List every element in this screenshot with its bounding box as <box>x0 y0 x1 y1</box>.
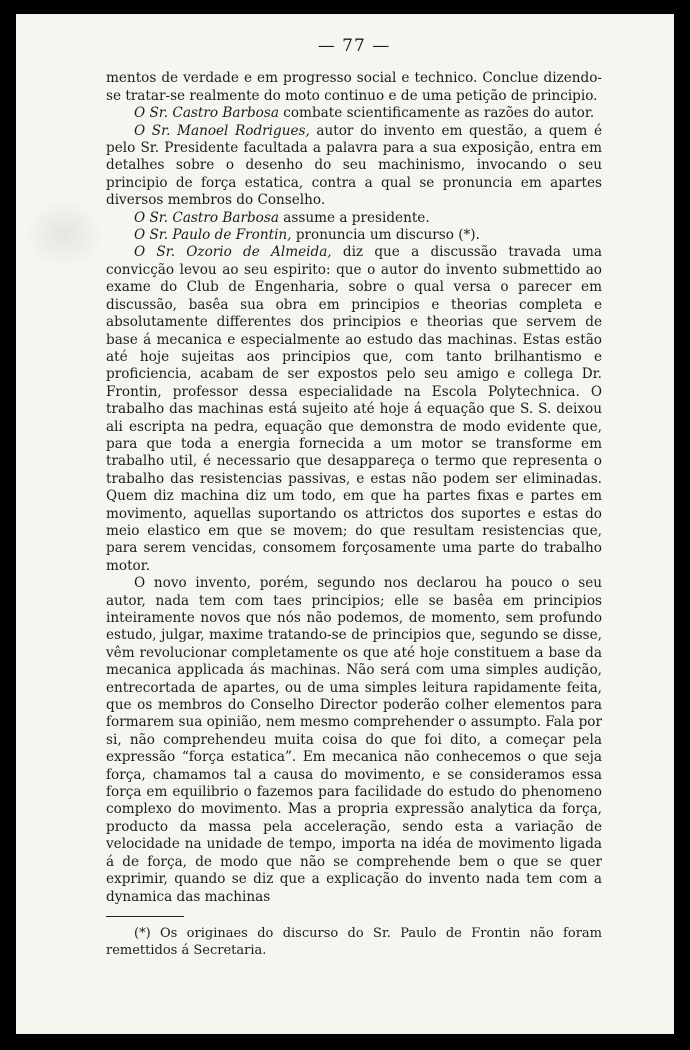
speaker-name: O Sr. Castro Barbosa <box>134 105 279 122</box>
paragraph-text: assume a presidente. <box>278 209 430 226</box>
page-content <box>106 38 602 959</box>
paragraph-text: pronuncia um discurso (*). <box>291 227 480 244</box>
page-number: — 77 — <box>317 36 391 56</box>
paragraph-3 <box>106 123 602 210</box>
paper-smudge <box>24 199 104 269</box>
footnote <box>106 925 602 959</box>
speaker-name: O Sr. Castro Barbosa <box>134 209 279 226</box>
paragraph-2 <box>106 105 602 122</box>
speaker-name: O Sr. Ozorio de Almeida, <box>134 244 332 261</box>
document-page <box>16 14 674 1034</box>
paragraph-text: diz que a discussão travada uma convicção levou ao seu espirito: que o autor do invento submettido ao exame do Club de Engenharia, sobre o qual versa o parecer em discussão, basêa sua obra em principios e theorias completa e absolutamente differentes dos principios e theorias que servem de base á mecanica e especialmente ao estudo das machinas. Estas estão até hoje sujeitas aos principios que, com tanto brilhantismo e proficiencia, acabam de ser expostos pelo seu amigo e collega Dr. Frontin, professor dessa especialidade na Escola Polytechnica. O trabalho das machinas está sujeito até hoje á equação que S. S. deixou ali escripta na pedra, equação que demonstra de modo evidente que, para que toda a energia fornecida a um motor se transforme em trabalho util, é necessario que desappareça o termo que representa o trabalho das resistencias passivas, e estas não podem ser eliminadas. Quem diz machina diz um todo, em que ha partes fixas e partes em movimento, aquellas suportando os attrictos dos suportes e estas do meio elastico em que se movem; do que resultam resistencias que, para serem vencidas, consomem forçosamente uma parte do trabalho motor. <box>106 244 602 574</box>
footnote-text: (*) Os originaes do discurso do Sr. Paulo de Frontin não foram remettidos á Secretaria. <box>106 925 602 958</box>
paragraph-5 <box>106 227 602 244</box>
paragraph-4 <box>106 210 602 227</box>
paragraph-7: O novo invento, porém, segundo nos declarou ha pouco o seu autor, nada tem com taes principios; elle se basêa em principios inteiramente novos que nós não podemos, de momento, sem profundo estudo, julgar, maxime tratando-se de principios que, segundo se disse, vêm revolucionar completamente os que até hoje constituem a base da mecanica applicada ás machinas. Não será com uma simples audição, entrecortada de apartes, ou de uma simples leitura rapidamente feita, que os membros do Conselho Director poderão colher elementos para formarem sua opinião, nem mesmo comprehender o assumpto. Fala por si, não comprehendeu muita coisa do que foi dito, a começar pela expressão “força estatica”. Em mecanica não conhecemos o que seja força, chamamos tal a causa do movimento, e se consideramos essa força em equilibrio o fazemos para facilidade do estudo do phenomeno complexo do movimento. Mas a propria expressão analytica da força, producto da massa pela acceleração, sendo esta a variação de velocidade na unidade de tempo, importa na idéa de movimento ligada á de força, de modo que não se comprehende bem o que se quer exprimir, quando se diz que a explicação do invento nada tem com a dynamica das machinas <box>106 575 602 905</box>
paragraph-text: combate scientificamente as razões do autor. <box>278 105 595 122</box>
paragraph-1: mentos de verdade e em progresso social e technico. Conclue dizendo-se tratar-se realmente do moto continuo e de uma petição de principio. <box>106 70 602 104</box>
footnote-divider <box>106 916 184 917</box>
paragraph-6 <box>106 244 602 575</box>
paragraph-text: autor do invento em questão, a quem é pelo Sr. Presidente facultada a palavra para a sua exposição, entra em detalhes sobre o desenho do seu machinismo, invocando o seu principio de força estatica, contra a qual se pronuncia em apartes diversos membros do Conselho. <box>106 122 602 209</box>
speaker-name: O Sr. Manoel Rodrigues, <box>134 122 310 139</box>
speaker-name: O Sr. Paulo de Frontin, <box>134 227 292 244</box>
